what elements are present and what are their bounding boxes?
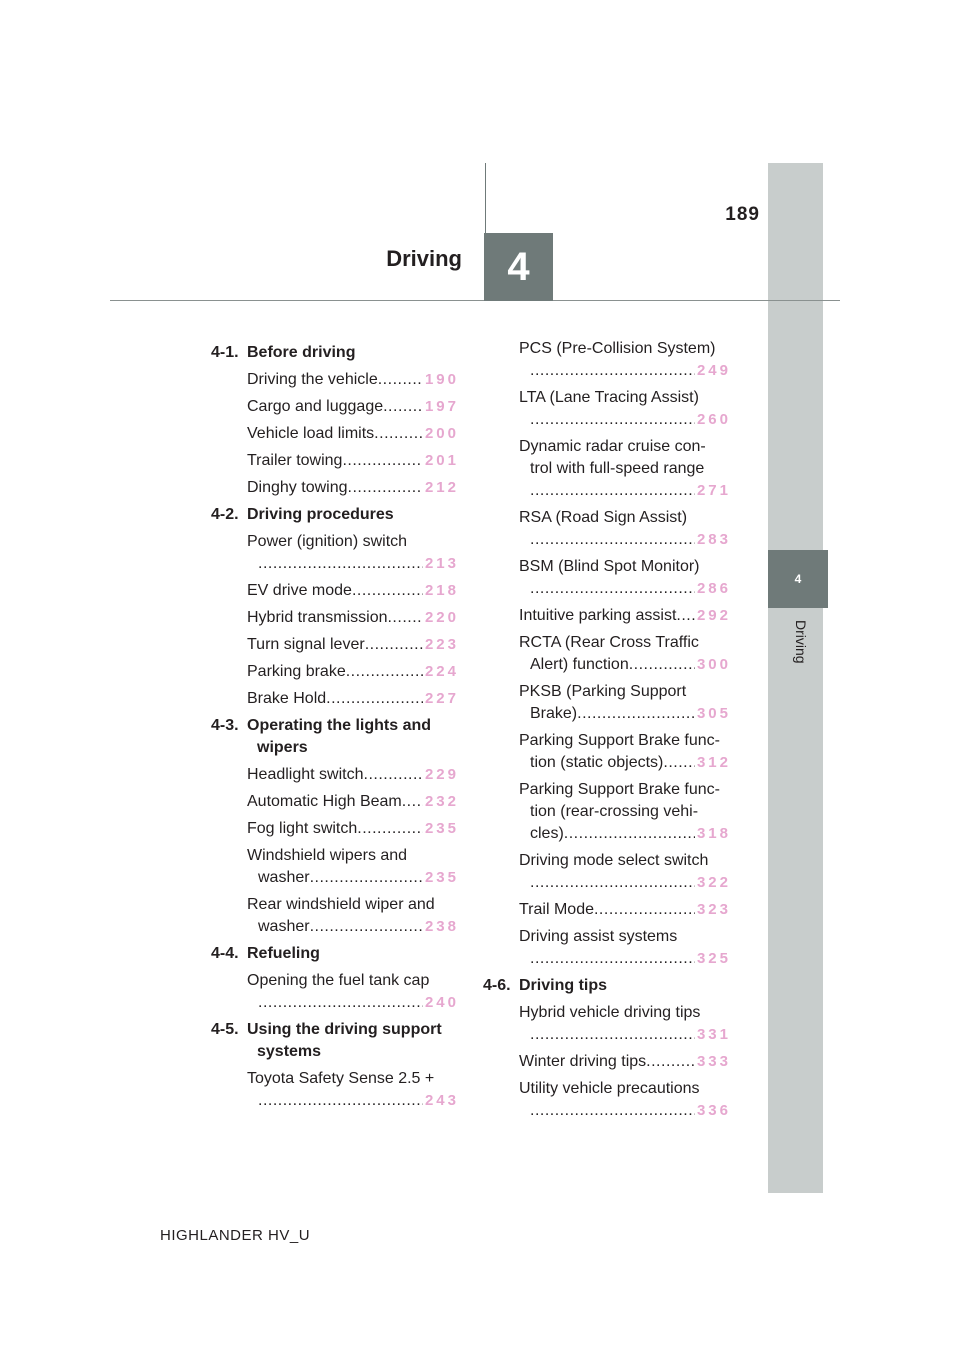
toc-entry-link[interactable] [211, 607, 459, 629]
chapter-side-label: Driving [793, 620, 809, 664]
entry-title: Parking Support Brake func- [519, 732, 720, 749]
entry-label: Brake) [530, 705, 578, 722]
entry-page-number[interactable]: 322 [696, 874, 731, 891]
toc-entry-link[interactable] [483, 507, 731, 551]
entry-page-number[interactable]: 235 [424, 820, 459, 837]
toc-entry-link[interactable] [211, 818, 459, 840]
entry-page-number[interactable]: 235 [424, 869, 459, 886]
entry-label: washer [258, 869, 310, 886]
dot-leader [663, 752, 695, 774]
dot-leader [530, 1100, 695, 1122]
toc-entry-link[interactable] [483, 681, 731, 725]
entry-page-number[interactable]: 333 [696, 1053, 731, 1070]
footer-model: HIGHLANDER HV_U [160, 1227, 311, 1244]
toc-entry-link[interactable] [483, 1078, 731, 1122]
dot-leader [530, 360, 695, 382]
header-vertical-line [485, 163, 486, 233]
toc-entry-link[interactable] [483, 632, 731, 676]
entry-page-number[interactable]: 260 [696, 411, 731, 428]
dot-leader [352, 580, 423, 602]
entry-page-number[interactable]: 336 [696, 1102, 731, 1119]
section-title: Driving procedures [247, 506, 394, 523]
entry-page-number[interactable]: 229 [424, 766, 459, 783]
entry-title: BSM (Blind Spot Monitor) [519, 558, 700, 575]
entry-title: Toyota Safety Sense 2.5 + [247, 1070, 435, 1087]
chapter-number-box: 4 [484, 233, 553, 301]
toc-entry-link[interactable] [483, 926, 731, 970]
toc-section-heading [211, 342, 459, 364]
dot-leader [402, 791, 423, 813]
entry-title: RSA (Road Sign Assist) [519, 509, 688, 526]
dot-leader [258, 553, 423, 575]
toc-entry-link[interactable] [211, 970, 459, 1014]
entry-page-number[interactable]: 243 [424, 1092, 459, 1109]
page-number: 189 [725, 204, 760, 225]
entry-title: LTA (Lane Tracing Assist) [519, 389, 699, 406]
toc-column-right [483, 333, 731, 1122]
toc-section-heading [483, 975, 731, 997]
dot-leader [374, 423, 423, 445]
entry-label: Turn signal lever [247, 636, 365, 653]
entry-label: Cargo and luggage [247, 398, 384, 415]
entry-label: Fog light switch [247, 820, 358, 837]
entry-label: Hybrid transmission [247, 609, 388, 626]
entry-page-number[interactable]: 238 [424, 918, 459, 935]
dot-leader [577, 703, 695, 725]
dot-leader [258, 992, 423, 1014]
entry-page-number[interactable]: 325 [696, 950, 731, 967]
entry-page-number[interactable]: 318 [696, 825, 731, 842]
entry-label: Automatic High Beam [247, 793, 402, 810]
dot-leader [530, 578, 695, 600]
entry-label: Headlight switch [247, 766, 364, 783]
entry-page-number[interactable]: 197 [424, 398, 459, 415]
toc-entry-link[interactable] [211, 450, 459, 472]
entry-title: Driving mode select switch [519, 852, 709, 869]
dot-leader [357, 818, 423, 840]
dot-leader [342, 450, 423, 472]
dot-leader [387, 607, 422, 629]
section-number: 4-6. [483, 977, 511, 994]
dot-leader [364, 764, 423, 786]
dot-leader [365, 634, 423, 656]
toc-column-left [211, 337, 459, 1112]
entry-label: Trail Mode [519, 901, 594, 918]
toc-entry-link[interactable] [483, 850, 731, 894]
toc-entry-link[interactable] [211, 791, 459, 813]
entry-label: Brake Hold [247, 690, 327, 707]
toc-entry-link[interactable] [483, 1002, 731, 1046]
toc-entry-link[interactable] [211, 423, 459, 445]
entry-label: Driving the vehicle [247, 371, 378, 388]
toc-entry-link[interactable] [211, 634, 459, 656]
section-title: Using the driving support [247, 1021, 442, 1038]
chapter-side-tab[interactable]: 4 [768, 550, 828, 608]
dot-leader [530, 872, 695, 894]
entry-label: Alert) function [530, 656, 629, 673]
entry-page-number[interactable]: 271 [696, 482, 731, 499]
entry-page-number[interactable]: 212 [424, 479, 459, 496]
entry-page-number[interactable]: 232 [424, 793, 459, 810]
entry-label: Trailer towing [247, 452, 343, 469]
dot-leader [646, 1051, 695, 1073]
toc-entry-link[interactable] [483, 387, 731, 431]
entry-title-cont: tion (rear-crossing vehi- [530, 803, 699, 820]
toc-entry-link[interactable] [483, 338, 731, 382]
section-number: 4-3. [211, 717, 239, 734]
entry-label: Parking brake [247, 663, 346, 680]
entry-label: EV drive mode [247, 582, 352, 599]
toc-entry-link[interactable] [211, 764, 459, 786]
entry-label: cles) [530, 825, 564, 842]
entry-label: Winter driving tips [519, 1053, 647, 1070]
dot-leader [629, 654, 695, 676]
entry-title: Windshield wipers and [247, 847, 408, 864]
toc-entry-link[interactable] [211, 369, 459, 391]
entry-page-number[interactable]: 227 [424, 690, 459, 707]
entry-title: Power (ignition) switch [247, 533, 408, 550]
entry-title: PKSB (Parking Support [519, 683, 687, 700]
section-number: 4-4. [211, 945, 239, 962]
section-number: 4-1. [211, 344, 239, 361]
entry-title: Rear windshield wiper and [247, 896, 435, 913]
entry-title: Hybrid vehicle driving tips [519, 1004, 701, 1021]
entry-page-number[interactable]: 283 [696, 531, 731, 548]
toc-entry-link[interactable] [483, 436, 731, 502]
entry-label: tion (static objects) [530, 754, 664, 771]
entry-title: RCTA (Rear Cross Traffic [519, 634, 699, 651]
page-title: Driving [386, 246, 462, 271]
entry-label: Vehicle load limits [247, 425, 375, 442]
entry-title-cont: trol with full-speed range [530, 460, 705, 477]
toc-entry-link[interactable] [211, 661, 459, 683]
dot-leader [378, 369, 423, 391]
section-title: Driving tips [519, 977, 608, 994]
entry-title: Driving assist systems [519, 928, 678, 945]
toc-entry-link[interactable] [483, 605, 731, 627]
entry-page-number[interactable]: 218 [424, 582, 459, 599]
dot-leader [530, 529, 695, 551]
toc-entry-link[interactable] [483, 1051, 731, 1073]
entry-label: Dinghy towing [247, 479, 348, 496]
dot-leader [676, 605, 695, 627]
toc-entry-link[interactable] [483, 730, 731, 774]
toc-section-heading [211, 504, 459, 526]
toc-entry-link[interactable] [211, 1068, 459, 1112]
entry-page-number[interactable]: 300 [696, 656, 731, 673]
entry-title: Opening the fuel tank cap [247, 972, 430, 989]
section-title-cont: wipers [257, 739, 308, 756]
dot-leader [530, 409, 695, 431]
dot-leader [530, 1024, 695, 1046]
dot-leader [530, 480, 695, 502]
section-title: Operating the lights and [247, 717, 432, 734]
entry-page-number[interactable]: 200 [424, 425, 459, 442]
toc-entry-link[interactable] [211, 580, 459, 602]
entry-title: Dynamic radar cruise con- [519, 438, 706, 455]
entry-page-number[interactable]: 249 [696, 362, 731, 379]
entry-page-number[interactable]: 240 [424, 994, 459, 1011]
toc-entry-link[interactable] [483, 556, 731, 600]
toc-entry-link[interactable] [211, 894, 459, 938]
dot-leader [326, 688, 423, 710]
entry-title: Utility vehicle precautions [519, 1080, 700, 1097]
dot-leader [594, 899, 695, 921]
toc-entry-link[interactable] [483, 779, 731, 845]
entry-title: Parking Support Brake func- [519, 781, 720, 798]
section-number: 4-5. [211, 1021, 239, 1038]
dot-leader [258, 1090, 423, 1112]
toc-section-heading [211, 715, 459, 759]
entry-label: washer [258, 918, 310, 935]
dot-leader [310, 867, 423, 889]
dot-leader [564, 823, 695, 845]
dot-leader [346, 661, 423, 683]
entry-page-number[interactable]: 213 [424, 555, 459, 572]
entry-title: PCS (Pre-Collision System) [519, 340, 716, 357]
entry-page-number[interactable]: 292 [696, 607, 731, 624]
entry-page-number[interactable]: 223 [424, 636, 459, 653]
entry-page-number[interactable]: 331 [696, 1026, 731, 1043]
entry-page-number[interactable]: 220 [424, 609, 459, 626]
entry-label: Intuitive parking assist [519, 607, 677, 624]
dot-leader [310, 916, 423, 938]
entry-page-number[interactable]: 305 [696, 705, 731, 722]
toc-section-heading [211, 1019, 459, 1063]
entry-page-number[interactable]: 286 [696, 580, 731, 597]
dot-leader [348, 477, 423, 499]
dot-leader [383, 396, 423, 418]
toc-entry-link[interactable] [483, 899, 731, 921]
entry-page-number[interactable]: 201 [424, 452, 459, 469]
toc-entry-link[interactable] [211, 688, 459, 710]
section-number: 4-2. [211, 506, 239, 523]
entry-page-number[interactable]: 224 [424, 663, 459, 680]
toc-entry-link[interactable] [211, 396, 459, 418]
entry-page-number[interactable]: 312 [696, 754, 731, 771]
toc-section-heading [211, 943, 459, 965]
toc-entry-link[interactable] [211, 845, 459, 889]
section-title: Before driving [247, 344, 356, 361]
toc-entry-link[interactable] [211, 531, 459, 575]
dot-leader [530, 948, 695, 970]
header-rule [110, 300, 840, 301]
section-title: Refueling [247, 945, 320, 962]
entry-page-number[interactable]: 190 [424, 371, 459, 388]
toc-entry-link[interactable] [211, 477, 459, 499]
section-title-cont: systems [257, 1043, 322, 1060]
entry-page-number[interactable]: 323 [696, 901, 731, 918]
